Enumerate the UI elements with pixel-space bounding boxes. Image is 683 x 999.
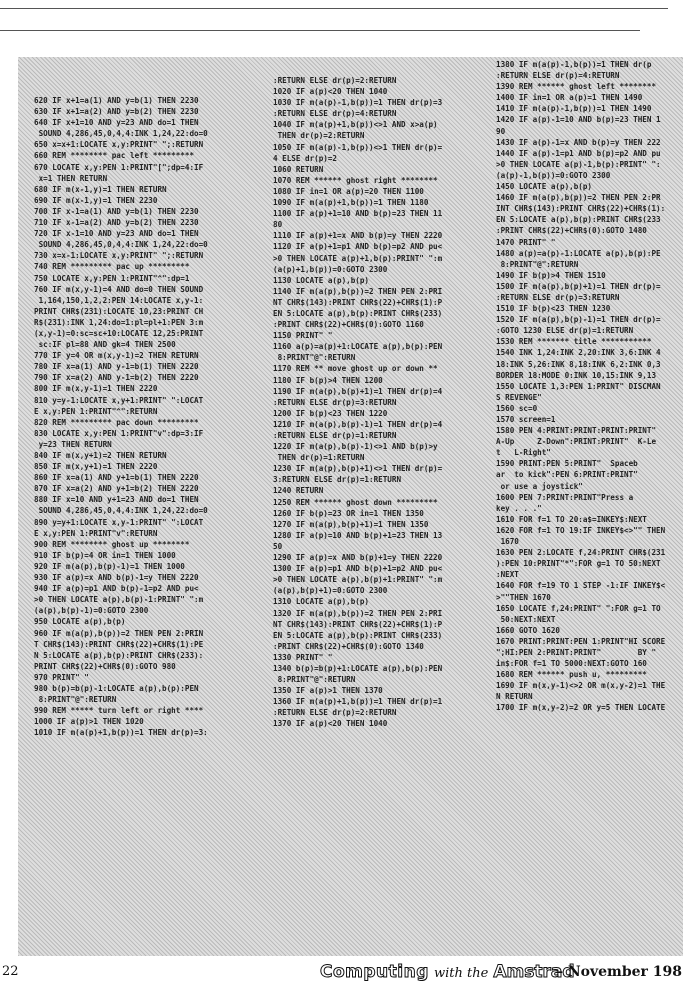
listing-line: 1570 screen=1: [496, 415, 556, 424]
listing-line: :RETURN ELSE dr(p)=3:RETURN: [496, 292, 620, 302]
listing-line: 1140 IF m(a(p),b(p))=2 THEN PEN 2:PRI: [273, 286, 443, 296]
listing-line: 1620 FOR f=1 TO 19:IF INKEY$<>"" THEN: [496, 525, 666, 535]
listing-line: 840 IF m(x,y+1)=2 THEN RETURN: [34, 451, 167, 460]
listing-line: 1630 PEN 2:LOCATE f,24:PRINT CHR$(231: [496, 548, 666, 558]
listing-line: :RETURN ELSE dr(p)=4:RETURN: [273, 109, 397, 119]
listing-line: 1220 IF m(a(p),b(p)-1)<>1 AND b(p)>y: [273, 442, 438, 452]
listing-line: 1250 REM ****** ghost down *********: [273, 497, 438, 507]
listing-line: 990 REM ***** turn left or right ****: [34, 706, 204, 716]
listing-line: 1030 IF m(a(p)-1,b(p))=1 THEN dr(p)=3: [273, 98, 443, 108]
listing-line: >0 THEN LOCATE a(p)-1,b(p):PRINT" ":: [496, 159, 661, 169]
listing-line: 950 LOCATE a(p),b(p): [34, 617, 126, 627]
listing-line: 980 b(p)=b(p)-1:LOCATE a(p),b(p):PEN: [34, 683, 199, 693]
listing-line: 50: [273, 541, 283, 551]
listing-line: 830 LOCATE x,y:PEN 1:PRINT"v":dp=3:IF: [34, 428, 204, 438]
listing-line: 8:PRINT"@":RETURN: [273, 675, 356, 685]
listing-line: 730 x=x-1:LOCATE x,y:PRINT" ";:RETURN: [34, 251, 204, 261]
listing-line: 90: [496, 126, 506, 136]
listing-line: or use a joystick": [496, 481, 583, 491]
listing-line: 660 REM ******** pac left *********: [34, 151, 195, 161]
listing-line: INT CHR$(143):PRINT CHR$(22)+CHR$(1):: [496, 204, 666, 214]
listing-line: :PRINT CHR$(22)+CHR$(0):GOTO 1340: [273, 641, 424, 651]
listing-line: 1200 IF b(p)<23 THEN 1220: [273, 408, 388, 418]
listing-line: 1370 IF a(p)<20 THEN 1040: [273, 719, 388, 729]
listing-line: 1690 IF m(x,y-1)<>2 OR m(x,y-2)=1 THE: [496, 681, 666, 691]
listing-line: 1520 IF m(a(p),b(p)-1)=1 THEN dr(p)=: [496, 315, 661, 325]
listing-line: 860 IF x=a(1) AND y+1=b(1) THEN 2220: [34, 473, 199, 483]
listing-line: 1530 REM ******* title ***********: [496, 337, 652, 347]
listing-line: 920 IF m(a(p),b(p)-1)=1 THEN 1000: [34, 561, 185, 571]
listing-line: SOUND 4,286,45,0,4,4:INK 1,24,22:do=0: [34, 129, 208, 139]
listing-line: 930 IF a(p)=x AND b(p)-1=y THEN 2220: [34, 573, 199, 583]
listing-line: 890 y=y+1:LOCATE x,y-1:PRINT" ":LOCAT: [34, 517, 204, 527]
listing-line: (a(p),b(p)-1)=0:GOTO 2300: [34, 606, 149, 616]
listing-line: 940 IF a(p)=p1 AND b(p)-1=p2 AND pu<: [34, 584, 199, 594]
program-listing: [18, 57, 683, 956]
listing-line: >""THEN 1670: [496, 592, 551, 602]
header-rule: [0, 30, 640, 31]
listing-line: 710 IF x-1=a(2) AND y=b(2) THEN 2230: [34, 218, 199, 228]
listing-line: THEN dr(p)=1:RETURN: [273, 453, 365, 463]
listing-line: 880 IF x=10 AND y+1=23 AND do=1 THEN: [34, 495, 199, 505]
listing-line: 1180 IF b(p)>4 THEN 1200: [273, 375, 383, 385]
listing-line: >0 THEN LOCATE a(p)+1,b(p):PRINT" ":m: [273, 253, 443, 263]
listing-line: 50:NEXT:NEXT: [496, 614, 556, 624]
listing-line: 1430 IF a(p)-1=x AND b(p)=y THEN 222: [496, 137, 661, 147]
listing-line: 4 ELSE dr(p)=2: [273, 153, 338, 163]
listing-line: A-Up Z-Down":PRINT:PRINT" K-Le: [496, 437, 657, 447]
page-footer: [0, 958, 683, 999]
listing-line: 1300 IF a(p)=p1 AND b(p)+1=p2 AND pu<: [273, 564, 443, 574]
listing-line: 1,164,150,1,2,2:PEN 14:LOCATE x,y-1:: [34, 295, 204, 305]
listing-line: N 5:LOCATE a(p),b(p):PRINT CHR$(233):: [34, 650, 204, 660]
listing-line: :RETURN ELSE dr(p)=4:RETURN: [496, 71, 620, 81]
listing-line: in$:FOR f=1 TO 5000:NEXT:GOTO 160: [496, 659, 647, 669]
listing-line: 1060 RETURN: [273, 164, 324, 174]
listing-line: 1320 IF m(a(p),b(p))=2 THEN PEN 2:PRI: [273, 608, 443, 618]
listing-line: 810 y=y-1:LOCATE x,y+1:PRINT" ":LOCAT: [34, 395, 204, 405]
listing-line: 1160 a(p)=a(p)+1:LOCATE a(p),b(p):PEN: [273, 342, 443, 352]
listing-line: 630 IF x+1=a(2) AND y=b(2) THEN 2230: [34, 107, 199, 117]
listing-line: 1050 IF m(a(p)-1,b(p))<>1 THEN dr(p)=: [273, 142, 443, 152]
listing-line: 1470 PRINT" ": [496, 237, 556, 247]
listing-line: 1120 IF a(p)+1=p1 AND b(p)=p2 AND pu<: [273, 242, 443, 252]
listing-line: 800 IF m(x,y-1)=1 THEN 2220: [34, 384, 158, 394]
listing-line: 820 REM ********* pac down *********: [34, 417, 199, 427]
listing-line: >0 THEN LOCATE a(p),b(p)-1:PRINT" ":m: [34, 595, 204, 605]
listing-line: 1110 IF a(p)+1=x AND b(p)=y THEN 2220: [273, 231, 443, 241]
listing-line: ar to kick":PEN 6:PRINT:PRINT": [496, 470, 638, 480]
listing-line: 1440 IF a(p)-1=p1 AND b(p)=p2 AND pu: [496, 148, 661, 158]
listing-line: EN 5:LOCATE a(p),b(p):PRINT CHR$(233): [273, 308, 443, 318]
listing-line: :RETURN ELSE dr(p)=2:RETURN: [273, 708, 397, 718]
listing-line: PRINT CHR$(231):LOCATE 10,23:PRINT CH: [34, 306, 204, 316]
listing-line: SOUND 4,286,45,0,4,4:INK 1,24,22:do=0: [34, 240, 208, 250]
listing-line: 900 REM ******** ghost up ********: [34, 539, 190, 549]
listing-line: 1580 PEN 4:PRINT:PRINT:PRINT:PRINT": [496, 426, 657, 436]
listing-line: x=1 THEN RETURN: [34, 173, 108, 183]
listing-line: >0 THEN LOCATE a(p),b(p)+1:PRINT" ":m: [273, 575, 443, 585]
listing-line: 18:INK 5,26:INK 8,18:INK 6,2:INK 0,3: [496, 359, 661, 369]
magazine-title-computing: Computing: [320, 962, 429, 982]
listing-line: 1350 IF a(p)>1 THEN 1370: [273, 686, 383, 696]
listing-line: 640 IF x+1=10 AND y=23 AND do=1 THEN: [34, 118, 199, 128]
listing-line: 1090 IF m(a(p)+1,b(p))=1 THEN 1180: [273, 198, 429, 208]
listing-column-1: [34, 95, 260, 738]
page-number: 22: [2, 964, 19, 979]
listing-line: 690 IF m(x-1,y)=1 THEN 2230: [34, 195, 158, 205]
listing-line: :NEXT: [496, 570, 519, 580]
listing-line: NT CHR$(143):PRINT CHR$(22)+CHR$(1):P: [273, 619, 443, 629]
listing-line: 1590 PRINT:PEN 5:PRINT" Spaceb: [496, 459, 638, 469]
listing-line: :PRINT CHR$(22)+CHR$(0):GOTO 1160: [273, 320, 424, 330]
listing-line: 870 IF x=a(2) AND y+1=b(2) THEN 2220: [34, 484, 199, 494]
listing-line: 1700 IF m(x,y-2)=2 OR y=5 THEN LOCATE: [496, 703, 666, 713]
listing-line: 960 IF m(a(p),b(p))=2 THEN PEN 2:PRIN: [34, 628, 204, 638]
listing-line: :RETURN ELSE dr(p)=1:RETURN: [273, 431, 397, 440]
listing-line: t L-Right": [496, 448, 551, 458]
listing-line: 1070 REM ****** ghost right ********: [273, 175, 438, 185]
listing-line: ):PEN 10:PRINT"*":FOR g=1 TO 50:NEXT: [496, 559, 661, 569]
listing-line: 8:PRINT"@":RETURN: [273, 353, 356, 363]
listing-line: 650 x=x+1:LOCATE x,y:PRINT" ";:RETURN: [34, 140, 204, 150]
listing-line: S REVENGE": [496, 392, 542, 402]
listing-line: 1230 IF m(a(p),b(p)+1)<>1 THEN dr(p)=: [273, 464, 443, 474]
header-rule: [0, 8, 668, 9]
listing-line: 1660 GOTO 1620: [496, 625, 561, 635]
listing-line: sc:IF pl=88 AND gk=4 THEN 2500: [34, 340, 176, 350]
listing-line: 1650 LOCATE f,24:PRINT" ":FOR g=1 TO: [496, 603, 661, 613]
listing-line: PRINT CHR$(22)+CHR$(0):GOTO 980: [34, 661, 176, 671]
listing-line: 620 IF x+1=a(1) AND y=b(1) THEN 2230: [34, 96, 199, 105]
listing-line: 1450 LOCATE a(p),b(p): [496, 182, 593, 192]
listing-line: 740 REM ********* pac up *********: [34, 262, 190, 272]
listing-line: :RETURN ELSE dr(p)=2:RETURN: [273, 76, 397, 85]
listing-line: 1670: [496, 537, 519, 547]
listing-line: 1550 LOCATE 1,3:PEN 1:PRINT" DISCMAN: [496, 381, 661, 391]
listing-line: 1460 IF m(a(p),b(p))=2 THEN PEN 2:PR: [496, 193, 661, 203]
listing-line: 8:PRINT"@":RETURN: [496, 259, 579, 269]
listing-line: :PRINT CHR$(22)+CHR$(0):GOTO 1480: [496, 226, 647, 236]
listing-line: 1150 PRINT" ": [273, 331, 333, 341]
listing-line: 1490 IF b(p)>4 THEN 1510: [496, 270, 606, 280]
issue-date: – November 198: [556, 964, 683, 980]
listing-line: (a(p)-1,b(p))=0:GOTO 2300: [496, 170, 611, 180]
listing-line: 80: [273, 220, 283, 230]
listing-line: 1010 IF m(a(p)+1,b(p))=1 THEN dr(p)=3:: [34, 728, 208, 738]
listing-line: 8:PRINT"@":RETURN: [34, 695, 117, 705]
listing-line: 1380 IF m(a(p)-1,b(p))=1 THEN dr(p: [496, 60, 652, 69]
listing-line: 1480 a(p)=a(p)-1:LOCATE a(p),b(p):PE: [496, 248, 661, 258]
listing-line: 720 IF x-1=10 AND y=23 AND do=1 THEN: [34, 229, 199, 239]
listing-line: 1640 FOR f=19 TO 1 STEP -1:IF INKEY$<: [496, 581, 666, 591]
listing-column-3: [496, 59, 683, 714]
listing-line: 1680 REM ****** push u, *********: [496, 670, 647, 680]
listing-line: 1540 INK 1,24:INK 2,20:INK 3,6:INK 4: [496, 348, 661, 358]
listing-line: EN 5:LOCATE a(p),b(p):PRINT CHR$(233: [496, 215, 661, 225]
listing-line: 1290 IF a(p)=x AND b(p)+1=y THEN 2220: [273, 553, 443, 563]
listing-line: THEN dr(p)=2:RETURN: [273, 131, 365, 141]
listing-line: SOUND 4,286,45,0,4,4:INK 1,24,22:do=0: [34, 506, 208, 516]
listing-line: 790 IF x=a(2) AND y-1=b(2) THEN 2220: [34, 373, 199, 383]
listing-line: 1100 IF a(p)+1=10 AND b(p)=23 THEN 11: [273, 209, 443, 219]
listing-line: E x,y:PEN 1:PRINT"v":RETURN: [34, 528, 158, 538]
listing-line: 1190 IF m(a(p),b(p)+1)=1 THEN dr(p)=4: [273, 386, 443, 396]
listing-line: (x,y-1)=0:sc=sc+10:LOCATE 12,25:PRINT: [34, 328, 204, 338]
listing-line: 1240 RETURN: [273, 486, 324, 496]
listing-column-2: [273, 75, 499, 730]
listing-line: 780 IF x=a(1) AND y-1=b(1) THEN 2220: [34, 362, 199, 372]
listing-line: key . . .": [496, 503, 542, 513]
listing-line: 1400 IF in=1 OR a(p)=1 THEN 1490: [496, 93, 643, 103]
listing-line: 3:RETURN ELSE dr(p)=1:RETURN: [273, 475, 402, 485]
listing-line: 1280 IF a(p)=10 AND b(p)+1=23 THEN 13: [273, 530, 443, 540]
listing-line: 1130 LOCATE a(p),b(p): [273, 275, 370, 285]
listing-line: EN 5:LOCATE a(p),b(p):PRINT CHR$(233): [273, 630, 443, 640]
listing-line: 1330 PRINT" ": [273, 652, 333, 662]
listing-line: (a(p)+1,b(p))=0:GOTO 2300: [273, 264, 388, 274]
listing-line: 770 IF y=4 OR m(x,y-1)=2 THEN RETURN: [34, 351, 199, 361]
listing-line: 1610 FOR f=1 TO 20:a$=INKEY$:NEXT: [496, 514, 647, 524]
listing-line: 1000 IF a(p)>1 THEN 1020: [34, 717, 144, 727]
listing-line: 700 IF x-1=a(1) AND y=b(1) THEN 2230: [34, 206, 199, 216]
listing-line: 850 IF m(x,y+1)=1 THEN 2220: [34, 462, 158, 472]
listing-line: 910 IF b(p)=4 OR in=1 THEN 1000: [34, 550, 176, 560]
magazine-title: [320, 962, 575, 982]
listing-line: 760 IF m(x,y-1)=4 AND do=0 THEN SOUND: [34, 284, 204, 294]
listing-line: 1600 PEN 7:PRINT:PRINT"Press a: [496, 492, 634, 502]
listing-line: 970 PRINT" ": [34, 672, 89, 682]
listing-line: 1260 IF b(p)=23 OR in=1 THEN 1350: [273, 508, 424, 518]
listing-line: (a(p),b(p)+1)=0:GOTO 2300: [273, 586, 388, 596]
listing-line: :RETURN ELSE dr(p)=3:RETURN: [273, 397, 397, 407]
listing-line: 1270 IF m(a(p),b(p)+1)=1 THEN 1350: [273, 519, 429, 529]
listing-line: R$(231):INK 1,24:do=1:pl=pl+1:PEN 3:m: [34, 317, 204, 327]
magazine-title-with: with the: [433, 966, 489, 981]
listing-line: 1670 PRINT:PRINT:PEN 1:PRINT"HI SCORE: [496, 636, 666, 646]
magazine-title-amstrad: Amstrad: [493, 962, 575, 982]
listing-line: 1390 REM ****** ghost left ********: [496, 82, 657, 92]
listing-line: 1340 b(p)=b(p)+1:LOCATE a(p),b(p):PEN: [273, 663, 443, 673]
listing-line: 1360 IF m(a(p)+1,b(p))=1 THEN dr(p)=1: [273, 697, 443, 707]
listing-line: 1310 LOCATE a(p),b(p): [273, 597, 370, 607]
listing-line: 1080 IF in=1 OR a(p)=20 THEN 1100: [273, 186, 424, 196]
listing-line: NT CHR$(143):PRINT CHR$(22)+CHR$(1):P: [273, 297, 443, 307]
listing-line: E x,y:PEN 1:PRINT"^":RETURN: [34, 406, 158, 416]
listing-line: 1040 IF m(a(p)+1,b(p))<>1 AND x>a(p): [273, 120, 438, 130]
listing-line: 1210 IF m(a(p),b(p)-1)=1 THEN dr(p)=4: [273, 419, 443, 429]
listing-line: N RETURN: [496, 692, 533, 702]
listing-line: 1170 REM ** move ghost up or down **: [273, 364, 438, 374]
listing-line: BORDER 18:MODE 0:INK 10,15:INK 9,13: [496, 370, 657, 380]
listing-line: 680 IF m(x-1,y)=1 THEN RETURN: [34, 184, 167, 194]
listing-line: 1510 IF b(p)<23 THEN 1230: [496, 304, 611, 314]
listing-line: y=23 THEN RETURN: [34, 439, 112, 449]
listing-line: 1020 IF a(p)<20 THEN 1040: [273, 87, 388, 97]
listing-line: 1500 IF m(a(p),b(p)+1)=1 THEN dr(p)=: [496, 281, 661, 291]
listing-line: 1410 IF m(a(p)-1,b(p))=1 THEN 1490: [496, 104, 652, 114]
listing-line: 670 LOCATE x,y:PEN 1:PRINT"[";dp=4:IF: [34, 162, 204, 172]
listing-line: :GOTO 1230 ELSE dr(p)=1:RETURN: [496, 326, 634, 336]
listing-line: 1560 sc=0: [496, 403, 538, 413]
listing-line: T CHR$(143):PRINT CHR$(22)+CHR$(1):PE: [34, 639, 204, 649]
listing-line: 750 LOCATE x,y:PEN 1:PRINT"^":dp=1: [34, 273, 190, 283]
listing-line: 1420 IF a(p)-1=10 AND b(p)=23 THEN 1: [496, 115, 661, 125]
listing-line: ";HI:PEN 2:PRINT:PRINT" BY ": [496, 647, 657, 657]
